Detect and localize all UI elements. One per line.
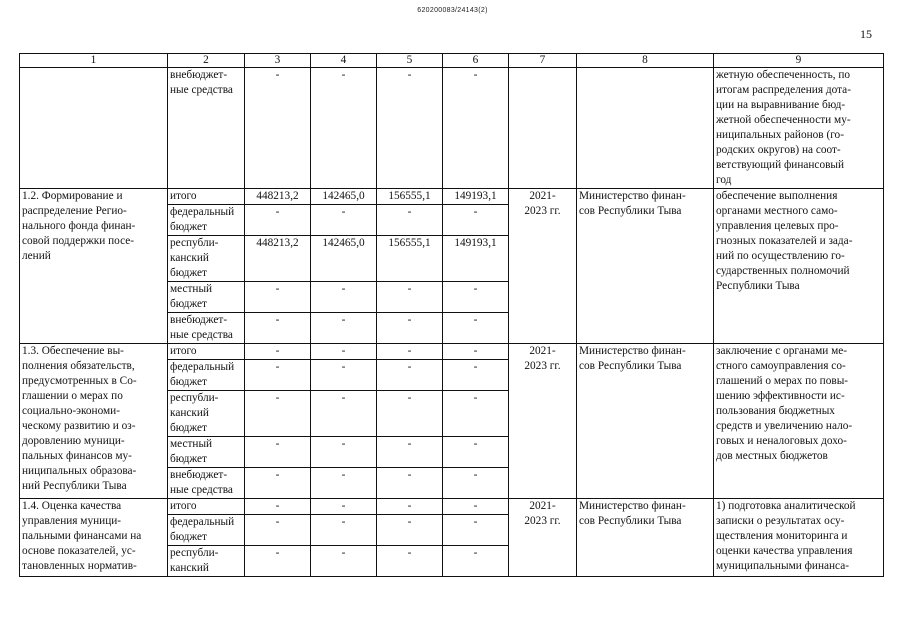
column-number: 3: [245, 54, 311, 68]
funding-source: внебюджет- ные средства: [168, 468, 245, 499]
value-cell: -: [377, 437, 443, 468]
expected-result: 1) подготовка аналитической записки о результатах осу- ществления мониторинга и оценки качества управления муниципальными финанса-: [714, 499, 884, 577]
value-cell: -: [245, 68, 311, 189]
value-cell: -: [311, 313, 377, 344]
period: 2021- 2023 гг.: [509, 189, 577, 344]
executor-cell: [577, 68, 714, 189]
value-cell: -: [245, 344, 311, 360]
value-cell: -: [245, 499, 311, 515]
expected-result: жетную обеспеченность, по итогам распределения дота- ции на выравнивание бюд- жетной обеспеченности му- ниципальных районов (го- родских округов) на соот- ветствующий финансовый год: [714, 68, 884, 189]
column-number: 5: [377, 54, 443, 68]
expected-result: заключение с органами ме- стного самоуправления со- глашений о мерах по повы- шению эффективности ис- пользования бюджетных средств и увеличению нало- говых и неналоговых дохо- дов местных бюджетов: [714, 344, 884, 499]
funding-source: республи- канский бюджет: [168, 391, 245, 437]
funding-source: итого: [168, 189, 245, 205]
value-cell: -: [377, 313, 443, 344]
funding-source: республи- канский бюджет: [168, 236, 245, 282]
value-cell: -: [311, 468, 377, 499]
value-cell: -: [245, 282, 311, 313]
value-cell: -: [311, 205, 377, 236]
value-cell: -: [443, 344, 509, 360]
value-cell: -: [311, 499, 377, 515]
value-cell: -: [377, 344, 443, 360]
value-cell: -: [245, 313, 311, 344]
value-cell: 142465,0: [311, 236, 377, 282]
value-cell: -: [311, 344, 377, 360]
expected-result: обеспечение выполнения органами местного само- управления целевых про- гнозных показателей и зада- ний по осуществлению го- сударственных полномочий Республики Тыва: [714, 189, 884, 344]
funding-source: итого: [168, 344, 245, 360]
value-cell: -: [245, 468, 311, 499]
column-number-row: [20, 54, 884, 68]
value-cell: 149193,1: [443, 189, 509, 205]
measure-name: 1.4. Оценка качества управления муници- пальными финансами на основе показателей, ус- тановленных норматив-: [20, 499, 168, 577]
value-cell: -: [245, 515, 311, 546]
value-cell: -: [377, 205, 443, 236]
column-number: 1: [20, 54, 168, 68]
funding-source: федеральный бюджет: [168, 360, 245, 391]
executor: Министерство финан- сов Республики Тыва: [577, 344, 714, 499]
value-cell: -: [245, 391, 311, 437]
value-cell: -: [245, 205, 311, 236]
value-cell: -: [245, 437, 311, 468]
column-number: 9: [714, 54, 884, 68]
table-row: [20, 344, 884, 360]
value-cell: -: [377, 499, 443, 515]
value-cell: 448213,2: [245, 189, 311, 205]
funding-source: внебюджет- ные средства: [168, 68, 245, 189]
measure-name: 1.2. Формирование и распределение Регио- нального фонда финан- совой поддержки посе- лений: [20, 189, 168, 344]
period: 2021- 2023 гг.: [509, 344, 577, 499]
value-cell: 448213,2: [245, 236, 311, 282]
funding-source: внебюджет- ные средства: [168, 313, 245, 344]
page-number: 15: [860, 27, 872, 41]
column-number: 6: [443, 54, 509, 68]
value-cell: -: [377, 282, 443, 313]
value-cell: -: [311, 68, 377, 189]
value-cell: -: [377, 546, 443, 577]
value-cell: -: [443, 468, 509, 499]
value-cell: -: [443, 499, 509, 515]
executor: Министерство финан- сов Республики Тыва: [577, 189, 714, 344]
value-cell: -: [377, 468, 443, 499]
table-row: [20, 189, 884, 205]
value-cell: -: [443, 546, 509, 577]
value-cell: -: [443, 205, 509, 236]
value-cell: -: [245, 546, 311, 577]
column-number: 7: [509, 54, 577, 68]
value-cell: -: [443, 68, 509, 189]
value-cell: -: [311, 437, 377, 468]
document-id: 620200083/24143(2): [417, 7, 488, 14]
value-cell: -: [377, 68, 443, 189]
funding-source: федеральный бюджет: [168, 515, 245, 546]
period-cell: [509, 68, 577, 189]
value-cell: -: [443, 515, 509, 546]
value-cell: -: [311, 515, 377, 546]
value-cell: 142465,0: [311, 189, 377, 205]
column-number: 4: [311, 54, 377, 68]
value-cell: -: [311, 391, 377, 437]
value-cell: -: [377, 360, 443, 391]
value-cell: -: [443, 391, 509, 437]
funding-source: республи- канский: [168, 546, 245, 577]
value-cell: -: [443, 282, 509, 313]
funding-source: местный бюджет: [168, 282, 245, 313]
funding-source: итого: [168, 499, 245, 515]
program-table: [19, 53, 884, 577]
funding-source: местный бюджет: [168, 437, 245, 468]
value-cell: -: [311, 360, 377, 391]
executor: Министерство финан- сов Республики Тыва: [577, 499, 714, 577]
value-cell: 156555,1: [377, 189, 443, 205]
measure-name-cell: [20, 68, 168, 189]
value-cell: -: [443, 313, 509, 344]
value-cell: 149193,1: [443, 236, 509, 282]
value-cell: -: [311, 546, 377, 577]
value-cell: -: [443, 437, 509, 468]
table-row: [20, 499, 884, 515]
period: 2021- 2023 гг.: [509, 499, 577, 577]
value-cell: 156555,1: [377, 236, 443, 282]
value-cell: -: [377, 391, 443, 437]
measure-name: 1.3. Обеспечение вы- полнения обязательств, предусмотренных в Со- глашении о мерах по социально-экономи- ческому развитию и оз- доровлению муници- пальных финансов му- ниципальных образова- ний Республики Тыва: [20, 344, 168, 499]
value-cell: -: [311, 282, 377, 313]
value-cell: -: [377, 515, 443, 546]
funding-source: федеральный бюджет: [168, 205, 245, 236]
column-number: 2: [168, 54, 245, 68]
column-number: 8: [577, 54, 714, 68]
value-cell: -: [245, 360, 311, 391]
table-row: [20, 68, 884, 189]
value-cell: -: [443, 360, 509, 391]
